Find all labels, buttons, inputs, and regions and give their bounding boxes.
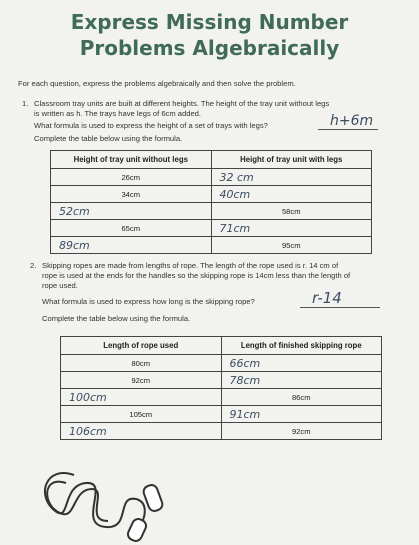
skipping-rope-icon [36,455,176,543]
q2-text-line-2: rope is used at the ends for the handles so the skipping rope is 14cm less than the length of [42,271,351,280]
q1-formula-question: What formula is used to express the height of a set of trays with legs? [34,121,268,130]
q1-table [50,150,372,254]
q1-cell-left [51,220,212,237]
q1-cell-left[interactable] [51,237,212,254]
q2-header-left: Length of rope used [61,337,222,355]
q2-cell-left [61,406,222,423]
q1-handwritten-answer: 32 cm [219,170,254,184]
q1-handwritten-answer: 52cm [59,204,90,218]
q1-text-line-2: is written as h. The trays have legs of 6cm added. [34,109,202,118]
q2-cell-right [221,423,382,440]
q1-cell-value: 95cm [281,240,301,250]
q2-complete-instruction: Complete the table below using the formula. [42,314,191,323]
q2-formula-answer[interactable]: r-14 [312,289,342,307]
q1-cell-left[interactable] [51,203,212,220]
q2-cell-left[interactable] [61,423,222,440]
q2-handwritten-answer: 91cm [229,407,261,421]
q1-cell-value: 26cm [121,172,141,182]
q1-handwritten-answer: 71cm [219,221,251,235]
q1-header-left: Height of tray unit without legs [51,151,212,169]
q1-formula-answer[interactable]: h+6m [330,113,374,129]
q2-number: 2. [30,261,37,270]
q2-table-row [61,355,382,372]
q2-cell-right[interactable] [221,372,382,389]
q1-cell-right [211,203,372,220]
page-title-line-2: Problems Algebraically [79,36,340,60]
q1-cell-right[interactable] [211,186,372,203]
q1-table-row [51,237,372,254]
q2-handwritten-answer: 78cm [229,373,261,387]
q1-answer-line [318,129,378,130]
q1-table-row [51,203,372,220]
q2-handwritten-answer: 100cm [69,390,107,404]
q2-cell-right [221,389,382,406]
q1-cell-right[interactable] [211,220,372,237]
q2-answer-line [300,307,380,308]
instructions: For each question, express the problems algebraically and then solve the problem. [18,79,296,88]
q2-cell-left [61,355,222,372]
q1-table-row [51,220,372,237]
q2-cell-right[interactable] [221,355,382,372]
page-title-line-1: Express Missing Number [70,10,349,34]
q2-cell-left [61,372,222,389]
q1-table-row [51,186,372,203]
q1-cell-right[interactable] [211,169,372,186]
q1-header-right: Height of tray unit with legs [211,151,372,169]
q2-cell-value: 92cm [131,375,151,385]
q2-table-row [61,406,382,423]
q1-cell-value: 65cm [121,223,141,233]
q1-handwritten-answer: 89cm [59,238,90,252]
q1-complete-instruction: Complete the table below using the formula. [34,134,183,143]
q2-table-row [61,423,382,440]
q2-cell-value: 105cm [129,409,153,419]
q2-cell-left[interactable] [61,389,222,406]
q2-header-right: Length of finished skipping rope [221,337,382,355]
q2-cell-value: 86cm [291,392,311,402]
q2-table-row [61,372,382,389]
q1-cell-left [51,169,212,186]
q2-table-row [61,389,382,406]
q1-text-line-1: Classroom tray units are built at different heights. The height of the tray unit without legs [34,99,330,108]
q2-table [60,336,382,440]
q1-handwritten-answer: 40cm [219,187,251,201]
q1-cell-value: 34cm [121,189,141,199]
q2-text-line-1: Skipping ropes are made from lengths of rope. The length of the rope used is r. 14 cm of [42,261,339,270]
q2-handwritten-answer: 66cm [229,356,261,370]
q2-cell-value: 92cm [291,426,311,436]
q2-text-line-3: rope used. [42,281,78,290]
q2-handwritten-answer: 106cm [69,424,107,438]
q1-cell-right [211,237,372,254]
q2-formula-question: What formula is used to express how long is the skipping rope? [42,297,255,306]
q2-cell-value: 80cm [131,358,151,368]
q1-number: 1. [22,99,29,108]
q1-cell-left [51,186,212,203]
q1-table-row [51,169,372,186]
q2-cell-right[interactable] [221,406,382,423]
q1-cell-value: 58cm [281,206,301,216]
